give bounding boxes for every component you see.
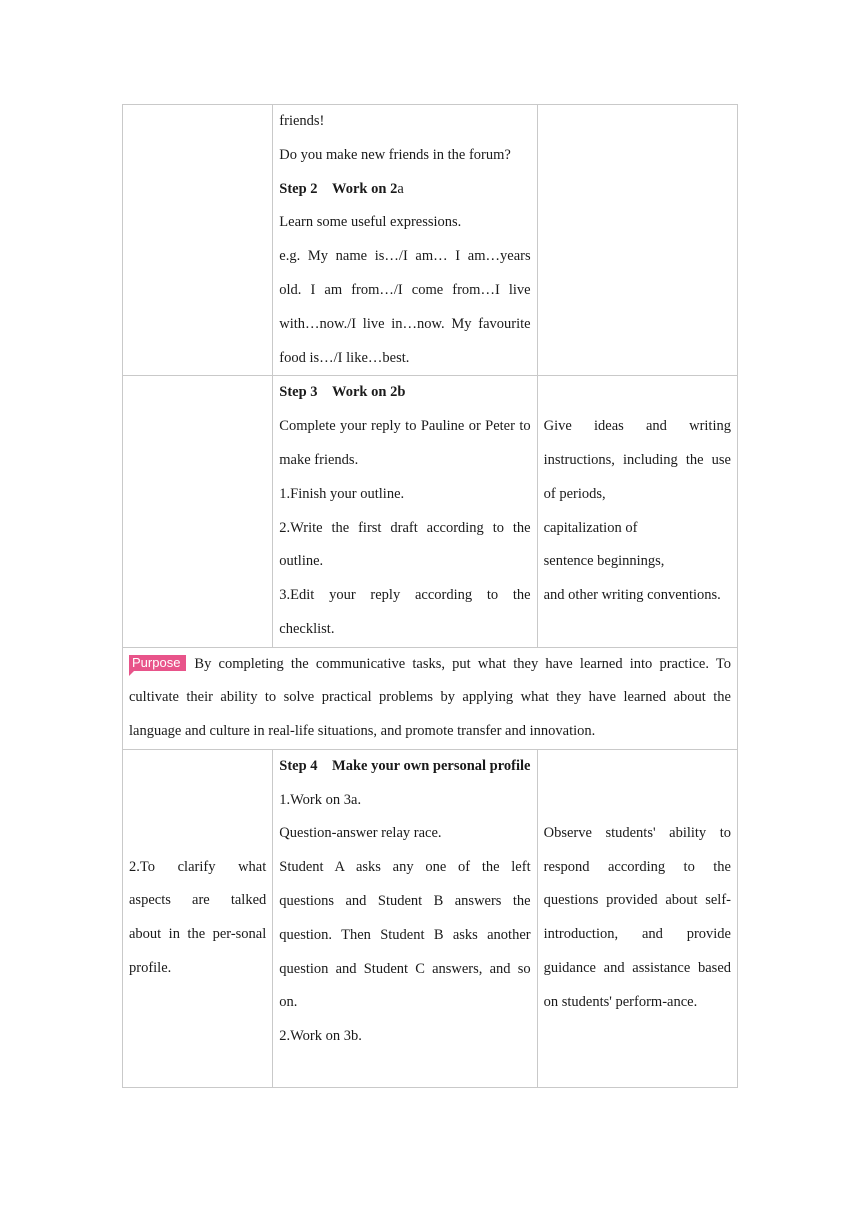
objective-text: 2.To clarify what aspects are talked about in the per-sonal profile. [129,858,267,977]
activity-text: 2.Work on 3b. [279,1028,362,1045]
table-row [123,749,738,1087]
expressions-text: e.g. My name is…/I am… I am…years old. I am from…/I come from…I live with…now./I live in…now. My favourite food is…/I like…best. [279,248,531,366]
lesson-plan-table [122,104,738,1088]
step-heading: Step 3 Work on 2b [279,384,406,401]
note-cell [537,376,737,647]
note-text: Observe students' ability to respond according to the questions provided about self-introduction, and provide guidance and assistance based on students' perform-ance. [543,824,731,1010]
purpose-text: By completing the communicative tasks, put what they have learned into practice. To cultivate their ability to solve practical problems by applying what they have learned about the language and culture in real-life situations, and promote transfer and innovation. [129,655,731,740]
note-text: sentence beginnings, [543,553,665,570]
objective-cell [123,105,273,376]
activity-cell [273,749,537,1087]
objective-cell [123,376,273,647]
note-text: capitalization of [543,519,638,536]
step-heading-suffix: a [397,180,404,197]
activity-cell [273,376,537,647]
purpose-cell [123,647,738,749]
activity-text: Learn some useful expressions. [279,214,462,231]
activity-text: 1.Finish your outline. [279,485,405,502]
activity-text: Question-answer relay race. [279,825,442,842]
activity-text: 3.Edit your reply according to the checklist. [279,587,531,637]
note-text: and other writing conventions. [543,587,721,604]
table-row [123,376,738,647]
activity-text: 2.Write the first draft according to the outline. [279,519,531,570]
table-row [123,105,738,376]
step-heading: Step 4 Make your own personal profile [279,757,531,774]
activity-text: Complete your reply to Pauline or Peter to make friends. [279,418,531,468]
purpose-tag: Purpose [129,655,186,671]
table-row [123,647,738,749]
note-cell [537,105,737,376]
activity-text: friends! [279,113,325,129]
activity-text: Do you make new friends in the forum? [279,146,511,163]
note-text: Give ideas and writing instructions, including the use of periods, [543,418,731,502]
note-cell [537,749,737,1087]
objective-cell [123,749,273,1087]
step-heading [279,173,530,207]
step-heading-bold: Step 2 Work on 2 [279,180,398,197]
activity-cell [273,105,537,376]
activity-text: Student A asks any one of the left questions and Student B answers the question. Then Student B asks another question and Student C answers, and so on. [279,859,531,1011]
activity-text: 1.Work on 3a. [279,791,362,808]
